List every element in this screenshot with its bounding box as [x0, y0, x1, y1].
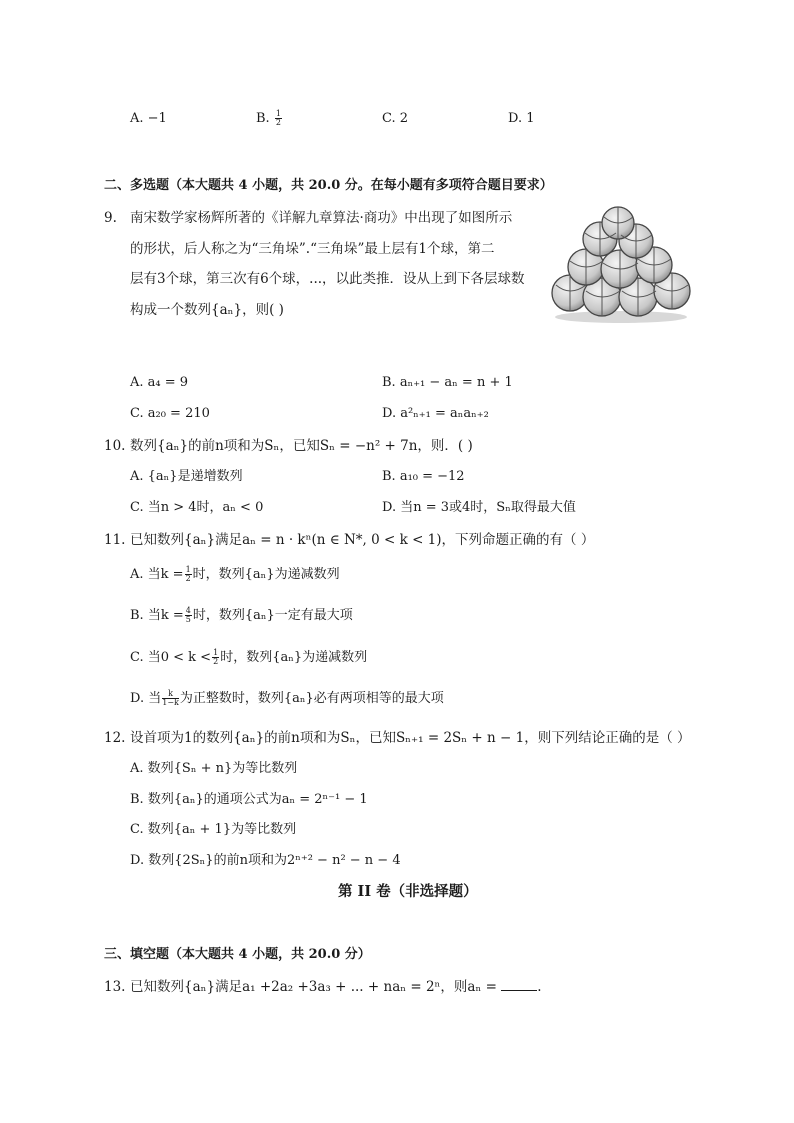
option-b-label: B.: [256, 111, 270, 126]
option-a[interactable]: A. {aₙ}是递增数列: [130, 469, 243, 484]
option-d[interactable]: D. 数列{2Sₙ}的前n项和为2ⁿ⁺² − n² − n − 4: [130, 853, 401, 868]
question-text: [130, 978, 542, 996]
question-text-line: 构成一个数列{aₙ}，则( ): [130, 302, 284, 318]
question-text-body: 已知数列{aₙ}满足a₁ +2a₂ +3a₃ + ... + naₙ = 2ⁿ，则aₙ =: [130, 979, 497, 995]
fraction: $\frac{1}{2}$: [275, 109, 281, 127]
fraction: $\frac{1}{2}$: [185, 565, 191, 583]
option-d[interactable]: D. a²ₙ₊₁ = aₙaₙ₊₂: [382, 406, 489, 421]
option-a[interactable]: [130, 566, 340, 584]
option-text: B. 当k =: [130, 608, 184, 623]
question-text-end: .: [537, 979, 542, 995]
option-b[interactable]: B. aₙ₊₁ − aₙ = n + 1: [382, 375, 513, 390]
option-c[interactable]: [130, 649, 367, 667]
question-text: 数列{aₙ}的前n项和为Sₙ，已知Sₙ = −n² + 7n，则．( ): [130, 438, 473, 454]
question-text-line: 南宋数学家杨辉所著的《详解九章算法·商功》中出现了如图所示: [130, 210, 513, 226]
option-b[interactable]: B. 数列{aₙ}的通项公式为aₙ = 2ⁿ⁻¹ − 1: [130, 792, 368, 807]
answer-blank[interactable]: [501, 978, 537, 991]
part-title: 第 II 卷（非选择题）: [338, 883, 478, 900]
option-d[interactable]: D. 当n = 3或4时，Sₙ取得最大值: [382, 500, 576, 515]
question-text-line: 层有3个球，第三次有6个球，...，以此类推．设从上到下各层球数: [130, 271, 525, 287]
option-c[interactable]: C. a₂₀ = 210: [130, 406, 210, 421]
option-text: C. 当0 < k <: [130, 650, 212, 665]
question-number: 10.: [104, 438, 126, 454]
question-text: 设首项为1的数列{aₙ}的前n项和为Sₙ，已知Sₙ₊₁ = 2Sₙ + n − 1，则下列结论正确的是（ ）: [130, 730, 691, 746]
question-number: 11.: [104, 532, 126, 548]
option-c[interactable]: C. 2: [382, 111, 409, 126]
section-title-fill-in: 三、填空题（本大题共 4 小题，共 20.0 分）: [104, 947, 371, 962]
question-text-line: 的形状，后人称之为“三角垛”.“三角垛”最上层有1个球，第二: [130, 241, 495, 257]
option-text: 时，数列{aₙ}为递减数列: [220, 650, 368, 665]
fraction: $\frac{k}{1-k}$: [162, 689, 179, 707]
section-title-multiple-choice: 二、多选题（本大题共 4 小题，共 20.0 分。在每小题有多项符合题目要求）: [104, 178, 553, 193]
question-number: 12.: [104, 730, 126, 746]
fraction: $\frac{1}{2}$: [213, 648, 219, 666]
option-text: 时，数列{aₙ}为递减数列: [192, 567, 340, 582]
option-d[interactable]: [130, 690, 444, 708]
option-c[interactable]: C. 当n > 4时，aₙ < 0: [130, 500, 264, 515]
basketball-pile-image: [550, 205, 692, 325]
option-a[interactable]: A. 数列{Sₙ + n}为等比数列: [130, 761, 298, 776]
option-text: A. 当k =: [130, 567, 184, 582]
option-b[interactable]: B. a₁₀ = −12: [382, 469, 465, 484]
option-text: D. 当: [130, 691, 162, 706]
option-text: 时，数列{aₙ}一定有最大项: [192, 608, 353, 623]
option-text: 为正整数时，数列{aₙ}必有两项相等的最大项: [179, 691, 444, 706]
question-number: 13.: [104, 979, 126, 995]
option-a[interactable]: A. a₄ = 9: [130, 375, 189, 390]
option-d[interactable]: D. 1: [508, 111, 535, 126]
option-c[interactable]: C. 数列{aₙ + 1}为等比数列: [130, 822, 297, 837]
option-b[interactable]: [256, 110, 283, 128]
question-number: 9.: [104, 210, 117, 226]
option-b[interactable]: [130, 607, 353, 625]
question-text: 已知数列{aₙ}满足aₙ = n · kⁿ(n ∈ N*, 0 < k < 1)，下列命题正确的有（ ）: [130, 532, 595, 548]
fraction: $\frac{4}{5}$: [185, 606, 191, 624]
option-a[interactable]: A. −1: [130, 111, 167, 126]
